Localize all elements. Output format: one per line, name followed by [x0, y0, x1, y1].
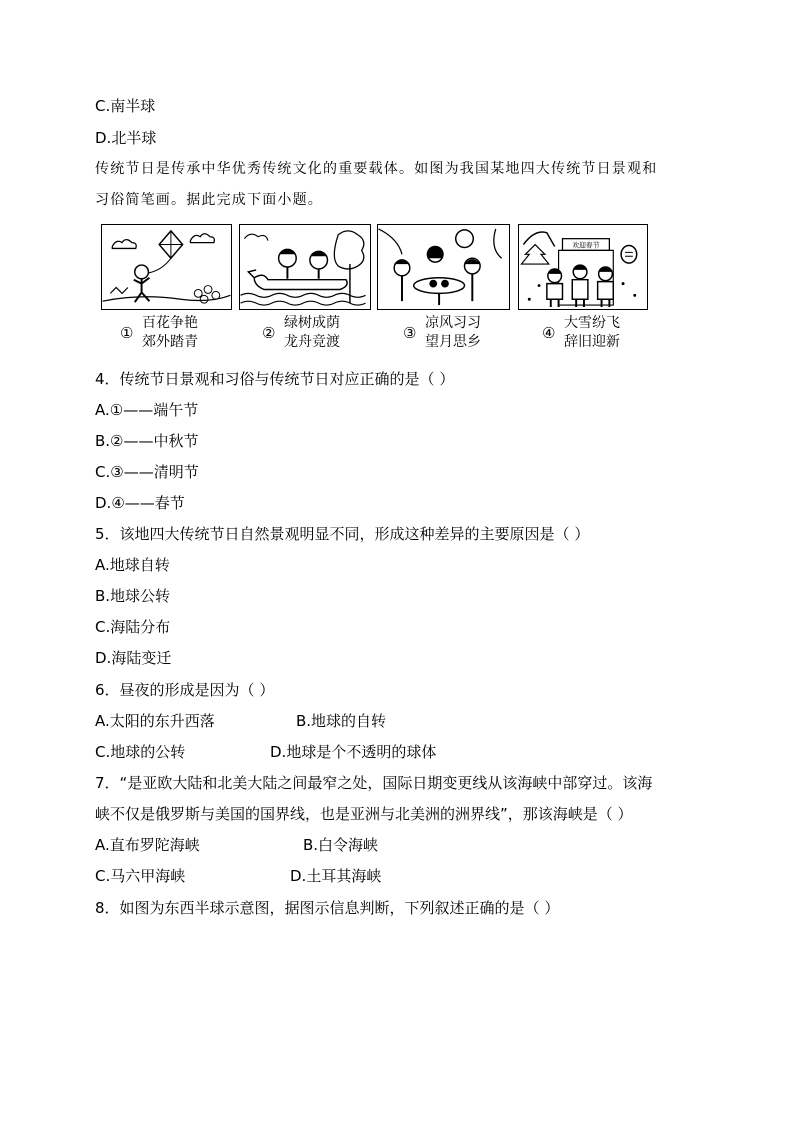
mid-autumn-drawing	[378, 225, 509, 309]
q7-option-a: A.直布罗陀海峡	[95, 836, 200, 854]
q6-stem: 6．昼夜的形成是因为（ ）	[95, 681, 275, 699]
q5-option-d: D.海陆变迁	[95, 649, 172, 667]
q4-option-b: B.②——中秋节	[95, 432, 199, 450]
door-sign-text: 欢迎春节	[572, 241, 600, 250]
caption-4-line-1: 大雪纷飞	[564, 315, 620, 331]
caption-4-line-2: 辞旧迎新	[564, 334, 620, 350]
dragon-boat-drawing	[240, 225, 370, 309]
q6-option-a: A.太阳的东升西落	[95, 712, 215, 730]
spring-festival-drawing	[519, 225, 647, 309]
panel-2-dragon-boat	[239, 224, 371, 310]
caption-1-line-1: 百花争艳	[142, 315, 198, 331]
q5-option-a: A.地球自转	[95, 556, 170, 574]
q5-option-c: C.海陆分布	[95, 618, 171, 636]
caption-2-line-1: 绿树成荫	[284, 315, 340, 331]
caption-2-line-2: 龙舟竞渡	[284, 334, 340, 350]
q4-option-c: C.③——清明节	[95, 463, 199, 481]
q6-option-d: D.地球是个不透明的球体	[270, 743, 437, 761]
q8-stem: 8．如图为东西半球示意图，据图示信息判断，下列叙述正确的是（ ）	[95, 899, 560, 917]
q7-stem-line-1: 7．“是亚欧大陆和北美大陆之间最窄之处，国际日期变更线从该海峡中部穿过。该海	[95, 774, 653, 792]
q7-option-d: D.土耳其海峡	[290, 867, 382, 885]
option-d-northern-hemisphere: D.北半球	[95, 129, 157, 147]
q7-option-b: B.白令海峡	[303, 836, 379, 854]
q4-stem: 4．传统节日景观和习俗与传统节日对应正确的是（ ）	[95, 370, 455, 388]
q4-option-a: A.①——端午节	[95, 401, 199, 419]
caption-1-number: ①	[120, 324, 134, 342]
q4-option-d: D.④——春节	[95, 494, 185, 512]
panel-4-snow-new-year	[518, 224, 648, 310]
intro-line-1: 传统节日是传承中华优秀传统文化的重要载体。如图为我国某地四大传统节日景观和	[95, 161, 658, 177]
caption-3-line-1: 凉风习习	[425, 315, 481, 331]
option-c-southern-hemisphere: C.南半球	[95, 97, 156, 115]
caption-3-number: ③	[403, 324, 417, 342]
caption-2-number: ②	[262, 324, 276, 342]
spring-outing-drawing	[102, 225, 231, 309]
panel-3-moon-festival	[377, 224, 510, 310]
caption-4-number: ④	[542, 324, 556, 342]
panel-1-spring-kite	[101, 224, 232, 310]
q5-stem: 5．该地四大传统节日自然景观明显不同，形成这种差异的主要原因是（ ）	[95, 525, 590, 543]
caption-1-line-2: 郊外踏青	[142, 334, 198, 350]
q7-option-c: C.马六甲海峡	[95, 867, 186, 885]
caption-3-line-2: 望月思乡	[425, 334, 481, 350]
q5-option-b: B.地球公转	[95, 587, 171, 605]
q6-option-b: B.地球的自转	[296, 712, 387, 730]
q7-stem-line-2: 峡不仅是俄罗斯与美国的国界线，也是亚洲与北美洲的洲界线”，那该海峡是（ ）	[95, 805, 633, 823]
intro-line-2: 习俗简笔画。据此完成下面小题。	[95, 192, 323, 208]
q6-option-c: C.地球的公转	[95, 743, 186, 761]
